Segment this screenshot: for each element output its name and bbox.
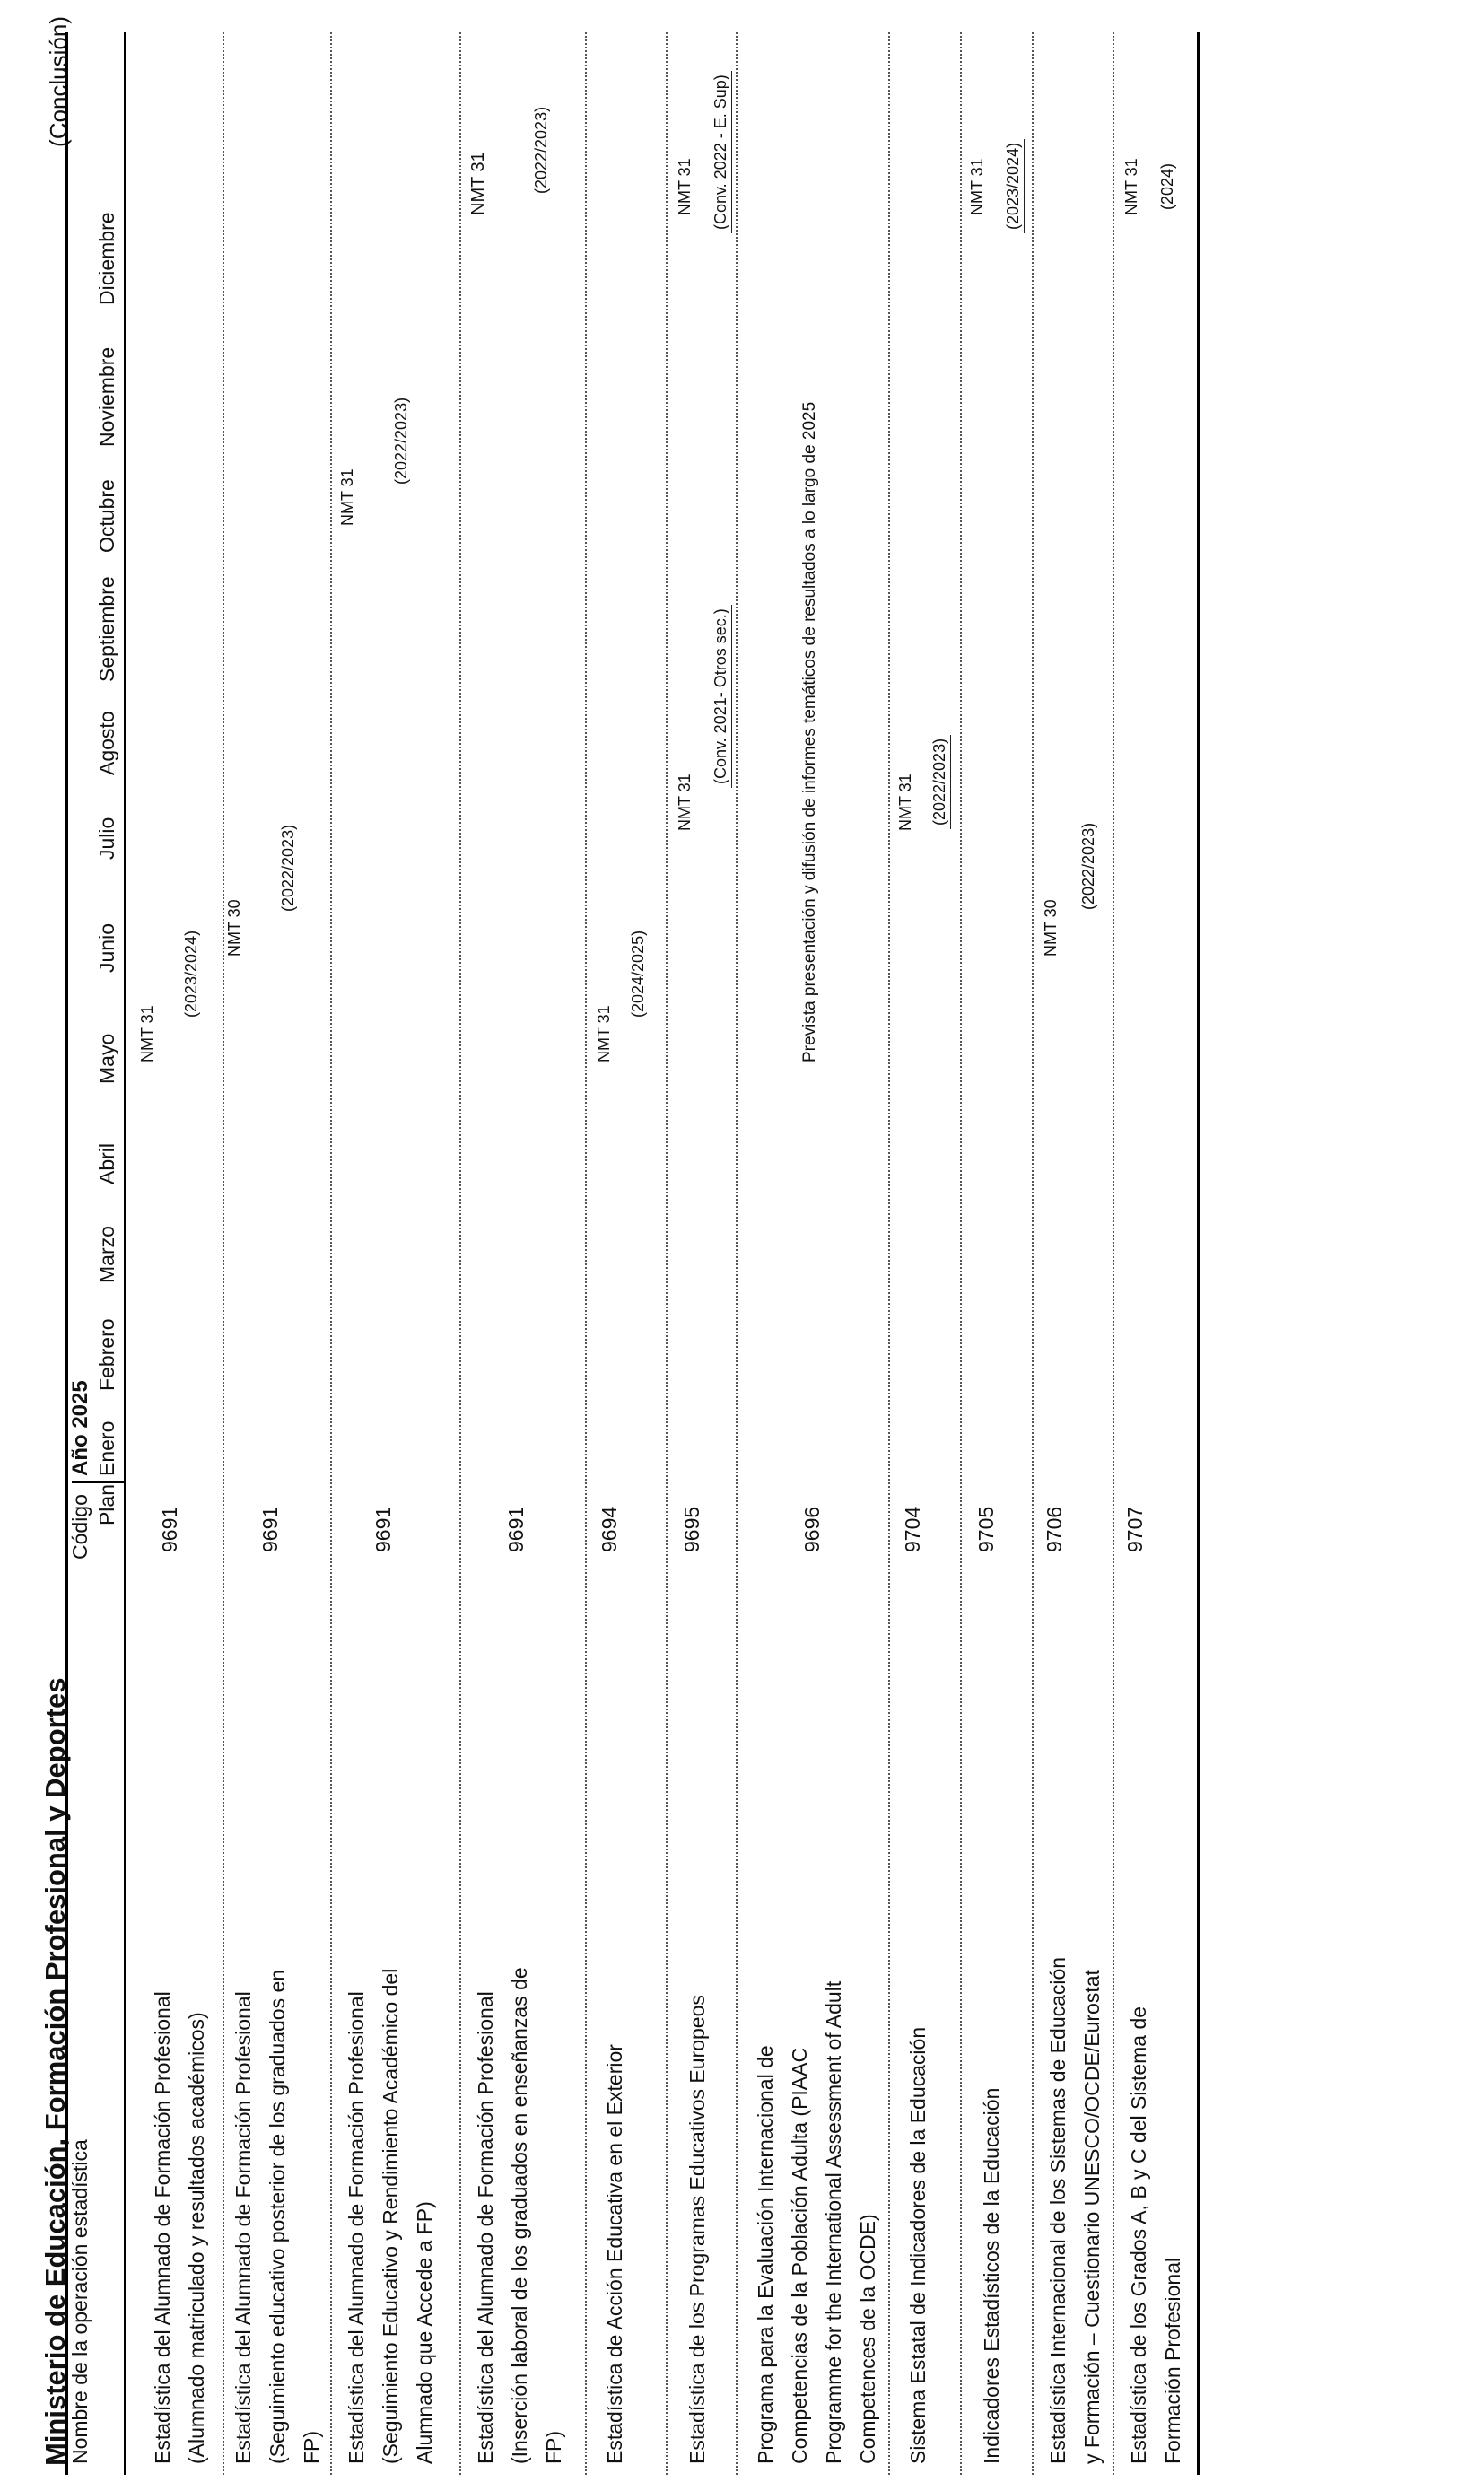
op-code: 9694 — [598, 1506, 621, 1552]
header-divider — [72, 1481, 124, 1483]
schedule-label: NMT 31 — [338, 468, 356, 526]
op-name-row: Programa para la Evaluación Internacional de Competencias de la Población Adulta (PIAAC Programme for the International Assessment of Adult Competences de la OCDE) — [754, 1980, 879, 2464]
row-separator — [330, 32, 332, 2475]
op-code: 9691 — [158, 1506, 181, 1552]
year-label: Año 2025 — [68, 1380, 92, 1476]
schedule-label: NMT 30 — [225, 899, 243, 957]
month-mayo: Mayo — [95, 1033, 118, 1084]
row-separator — [1113, 32, 1114, 2475]
op-code: 9696 — [800, 1506, 824, 1552]
op-code: 9705 — [974, 1506, 998, 1552]
op-name-row: Estadística de los Programas Educativos Europeos — [685, 1995, 709, 2464]
schedule-label: NMT 31 — [595, 1005, 613, 1062]
op-code: 9707 — [1123, 1506, 1147, 1552]
schedule-period: (Conv. 2022 - E. Sup) — [711, 71, 732, 233]
month-marzo: Marzo — [95, 1226, 118, 1283]
op-name-row: Estadística del Alumnado de Formación Profesional (Inserción laboral de los graduados en enseñanzas de FP) — [474, 1967, 565, 2464]
page-title: Ministerio de Educación, Formación Profesional y Deportes — [39, 1677, 71, 2466]
month-septiembre: Septiembre — [95, 576, 118, 682]
schedule-label: NMT 31 — [676, 774, 694, 831]
month-julio: Julio — [95, 817, 118, 860]
schedule-label: NMT 31 — [968, 158, 986, 215]
op-code: 9691 — [371, 1506, 395, 1552]
op-name-row: Estadística del Alumnado de Formación Profesional (Alumnado matriculado y resultados académicos) — [151, 1991, 208, 2464]
month-noviembre: Noviembre — [95, 346, 118, 447]
header-bottom-rule — [124, 32, 126, 2475]
op-name-row: Sistema Estatal de Indicadores de la Educación — [906, 2026, 930, 2464]
month-abril: Abril — [95, 1142, 118, 1184]
schedule-label: NMT 31 — [676, 158, 694, 215]
row-separator — [223, 32, 224, 2475]
op-code: 9695 — [680, 1506, 703, 1552]
schedule-period: (2023/2024) — [1003, 139, 1025, 233]
op-name-row: Estadística de los Grados A, B y C del Sistema de Formación Profesional — [1127, 2006, 1184, 2464]
table-bottom-rule — [1197, 32, 1200, 2475]
op-name-row: Estadística Internacional de los Sistemas de Educación y Formación – Cuestionario UNESCO/OCDE/Eurostat — [1046, 1956, 1104, 2464]
month-enero: Enero — [95, 1420, 118, 1476]
schedule-label: NMT 31 — [468, 152, 488, 215]
schedule-note: Prevista presentación y difusión de informes temáticos de resultados a lo largo de 2025 — [800, 401, 819, 1062]
op-code: 9691 — [258, 1506, 282, 1552]
schedule-period: (Conv. 2021- Otros sec.) — [711, 605, 732, 788]
row-separator — [459, 32, 461, 2475]
row-separator — [736, 32, 738, 2475]
schedule-label: NMT 31 — [138, 1005, 156, 1062]
op-code: 9691 — [504, 1506, 528, 1552]
schedule-period: (2022/2023) — [279, 824, 297, 912]
schedule-period: (2022/2023) — [930, 735, 951, 829]
schedule-label: NMT 31 — [896, 774, 914, 831]
op-name-row: Estadística del Alumnado de Formación Profesional (Seguimiento Educativo y Rendimiento Académico del Alumnado que Accede a FP) — [345, 1968, 436, 2464]
row-separator — [1032, 32, 1034, 2475]
schedule-period: (2023/2024) — [182, 930, 200, 1018]
month-octubre: Octubre — [95, 479, 118, 553]
row-separator — [960, 32, 962, 2475]
op-name-row: Estadística de Acción Educativa en el Exterior — [603, 2044, 626, 2464]
conclusion-label: (Conclusión) — [45, 16, 72, 147]
row-separator — [666, 32, 668, 2475]
row-separator — [585, 32, 587, 2475]
op-name-row: Indicadores Estadísticos de la Educación — [980, 2087, 1003, 2464]
col-header-name: Nombre de la operación estadística — [68, 2139, 92, 2464]
schedule-period: (2024) — [1158, 162, 1176, 210]
schedule-period: (2022/2023) — [392, 397, 410, 485]
row-separator — [888, 32, 890, 2475]
schedule-label: NMT 30 — [1042, 899, 1060, 957]
schedule-period: (2022/2023) — [1079, 822, 1097, 910]
month-junio: Junio — [95, 923, 118, 973]
col-header-plan: Plan — [95, 1484, 118, 1526]
header-top-rule — [65, 32, 68, 2475]
schedule-period: (2024/2025) — [629, 930, 647, 1018]
schedule-period: (2022/2023) — [532, 106, 550, 194]
month-febrero: Febrero — [95, 1318, 118, 1391]
op-code: 9706 — [1043, 1506, 1066, 1552]
schedule-label: NMT 31 — [1122, 158, 1140, 215]
op-name-row: Estadística del Alumnado de Formación Profesional (Seguimiento educativo posterior de los graduados en FP) — [231, 1969, 323, 2464]
op-code: 9704 — [901, 1506, 924, 1552]
col-header-code: Código — [68, 1494, 92, 1560]
month-diciembre: Diciembre — [95, 212, 118, 305]
month-agosto: Agosto — [95, 711, 118, 775]
